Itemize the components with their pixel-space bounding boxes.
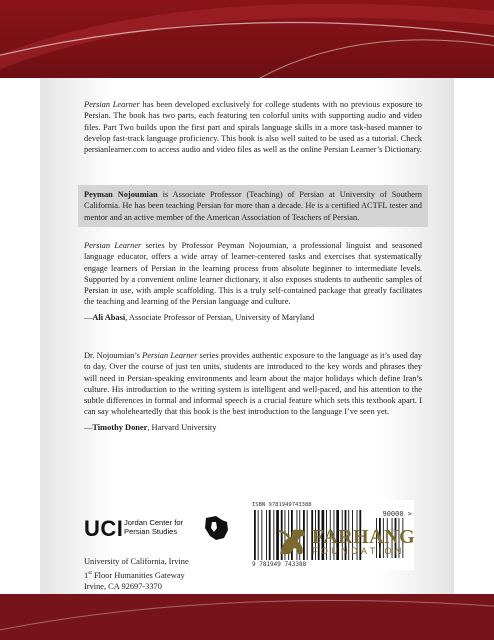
barcode-bar — [273, 510, 274, 560]
review2-text: series provides authentic exposure to the language as it’s used day to day. Over the course of just ten units, students are introduced to the key words and phrases they will need in Persian-speaking environments and learn about the major holidays which define Iran’s culture. His introduction to the writing system is intelligent and well-paced, and his attention to the subtle differences in formal and informal speech is a crucial feature which sets this textbook apart. I can say wholeheartedly that this book is the best introduction to the language I’ve seen yet. — [84, 351, 422, 417]
address-line1: University of California, Irvine — [84, 557, 189, 566]
description-text: has been developed exclusively for college students with no previous exposure to Persian. The book has two parts, each featuring ten colorful units with supporting audio and video files. Part Two builds upon the first part and spirals language skills in a more task-based manner to develop fast-track language proficiency. This book is also well suited to be used as a tutorial. Check persianlearner.com to access audio and video files as well as the online Persian Learner’s Dictionary. — [84, 100, 422, 155]
price-code: 90000 > — [382, 510, 412, 518]
author-name: Peyman Nojoumian — [84, 190, 158, 199]
uci-center-line2: Persian Studies — [124, 527, 178, 536]
author-bio-box — [78, 185, 428, 227]
review2-book-title: Persian Learner — [142, 351, 198, 360]
bottom-swoosh — [0, 594, 494, 640]
farhang-name: FARHANG — [312, 526, 416, 548]
griffin-icon — [276, 524, 310, 558]
book-title: Persian Learner — [84, 100, 140, 109]
review2-credit — [84, 422, 422, 433]
book-description — [84, 99, 422, 155]
barcode-bar — [258, 510, 259, 560]
review1-text: series by Professor Peyman Nojoumian, a professional linguist and seasoned language educator, offers a wide array of learner-centered tasks and exercises that systematically engage learners of Persian in the learning process from absolute beginner to intermediate levels. Supported by a convenient online learner dictionary, it also exposes students to authentic samples of Persian in use, with ample scaffolding. This is a truly self-contained package that greatly facilitates the teaching and learning of the Persian language and culture. — [84, 241, 422, 307]
review2-affiliation: , Harvard University — [147, 422, 217, 432]
barcode-bar — [269, 510, 271, 560]
iran-map-icon — [202, 514, 230, 542]
barcode-bar — [254, 510, 256, 560]
review-doner — [84, 350, 422, 433]
review1-dash: — — [84, 312, 93, 322]
review-abasi — [84, 240, 422, 323]
review1-book-title: Persian Learner — [84, 241, 142, 250]
address-line2-post: Floor Humanities Gateway — [91, 570, 185, 580]
address-line2 — [84, 568, 189, 581]
bottom-decorative-bar — [0, 594, 494, 640]
address-line2-pre: 1 — [84, 570, 89, 580]
barcode-bar — [261, 510, 262, 560]
review2-lead: Dr. Nojoumian’s — [84, 351, 143, 360]
barcode-digits: 9 781949 743388 — [252, 561, 307, 568]
top-decorative-bar — [0, 0, 494, 78]
farhang-sub: FOUNDATION — [312, 546, 405, 556]
farhang-foundation-logo — [276, 522, 426, 562]
review2-dash: — — [84, 422, 93, 432]
swoosh-decoration — [0, 0, 494, 78]
uci-center-line1: Jordan Center for — [124, 518, 184, 527]
review1-credit — [84, 312, 422, 323]
uci-logo — [84, 512, 234, 552]
isbn-label: ISBN 9781949743388 — [252, 502, 312, 508]
uci-mark: UCI — [84, 516, 124, 541]
barcode-bar — [266, 510, 267, 560]
uci-center-name — [124, 518, 194, 536]
address-line3: Irvine, CA 92697-3370 — [84, 581, 162, 591]
address-line2-sup: st — [88, 569, 92, 576]
review1-reviewer: Ali Abasi — [92, 312, 126, 322]
review2-reviewer: Timothy Doner — [92, 422, 148, 432]
author-bio-text: is Associate Professor (Teaching) of Persian at University of Southern California. He has been teaching Persian for more than a decade. He is a certified ACTFL tester and mentor and an active member of the American Association of Teachers of Persian. — [84, 190, 422, 222]
review1-affiliation: , Associate Professor of Persian, University of Maryland — [125, 312, 315, 322]
